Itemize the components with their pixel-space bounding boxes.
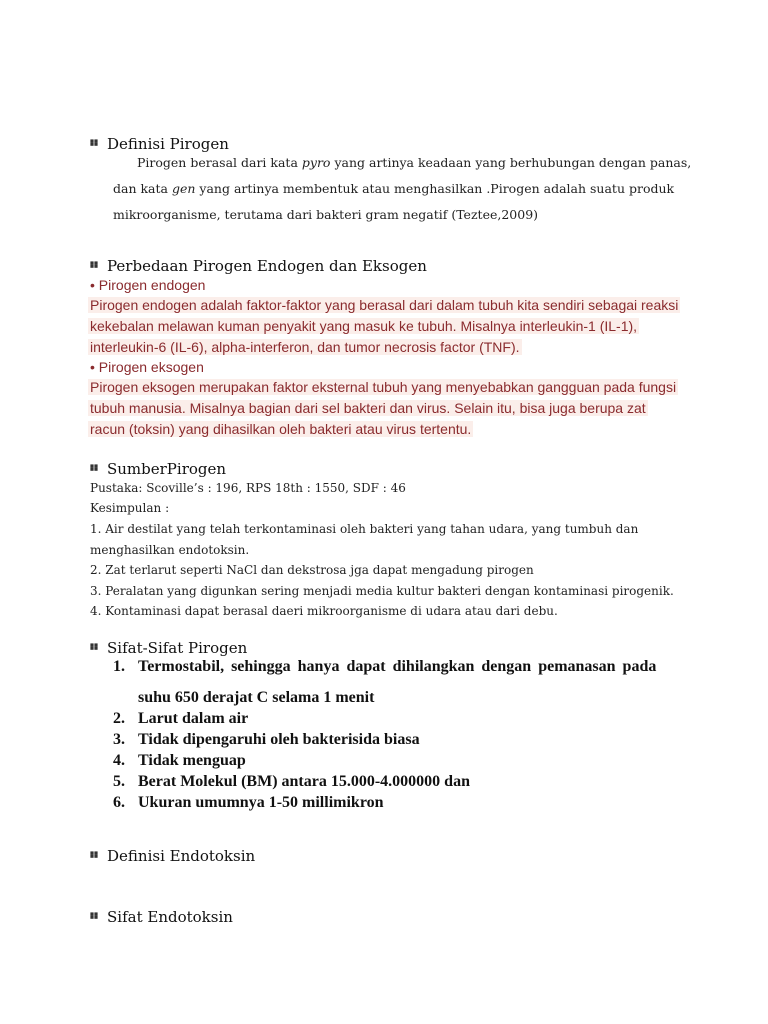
list-item: 2. Larut dalam air <box>113 710 249 727</box>
heading-sifat-sifat-pirogen: Sifat-Sifat Pirogen <box>90 639 247 657</box>
list-item: 4. Tidak menguap <box>113 752 246 769</box>
source-line: Kesimpulan : <box>90 501 170 515</box>
paragraph-line: mikroorganisme, terutama dari bakteri gram negatif (Teztee,2009) <box>113 207 539 222</box>
source-line: 1. Air destilat yang telah terkontaminasi oleh bakteri yang tahan udara, yang tumbuh dan <box>90 522 639 536</box>
bullet-icon <box>90 464 101 472</box>
paragraph-line: racun (toksin) yang dihasilkan oleh bakteri atau virus tertentu. <box>90 421 472 437</box>
list-item: suhu 650 derajat C selama 1 menit <box>138 689 375 706</box>
bullet-icon <box>90 851 101 859</box>
subheading-eksogen: • Pirogen eksogen <box>90 359 204 375</box>
paragraph-line: Pirogen eksogen merupakan faktor eksternal tubuh yang menyebabkan gangguan pada fungsi <box>90 379 677 395</box>
bullet-icon <box>90 643 101 651</box>
source-line: 2. Zat terlarut seperti NaCl dan dekstrosa jga dapat mengadung pirogen <box>90 563 534 577</box>
list-item: 5. Berat Molekul (BM) antara 15.000-4.000000 dan <box>113 773 470 790</box>
heading-definisi-pirogen: Definisi Pirogen <box>90 135 229 153</box>
bullet-icon <box>90 261 101 269</box>
list-item: 1. Termostabil, sehingga hanya dapat dihilangkan dengan pemanasan pada <box>113 658 657 675</box>
paragraph-line: dan kata gen yang artinya membentuk atau menghasilkan .Pirogen adalah suatu produk <box>113 181 675 196</box>
list-item: 6. Ukuran umumnya 1-50 millimikron <box>113 794 384 811</box>
paragraph-line: Pirogen endogen adalah faktor-faktor yang berasal dari dalam tubuh kita sendiri sebagai reaksi <box>90 297 679 313</box>
source-line: Pustaka: Scoville’s : 196, RPS 18th : 1550, SDF : 46 <box>90 481 406 495</box>
heading-definisi-endotoksin: Definisi Endotoksin <box>90 847 255 865</box>
bullet-icon <box>90 912 101 920</box>
source-line: 3. Peralatan yang digunkan sering menjadi media kultur bakteri dengan kontaminasi pirogenik. <box>90 584 674 598</box>
bullet-icon <box>90 139 101 147</box>
subheading-endogen: • Pirogen endogen <box>90 277 206 293</box>
paragraph-line: kekebalan melawan kuman penyakit yang masuk ke tubuh. Misalnya interleukin-1 (IL-1), <box>90 318 638 334</box>
paragraph-line: Pirogen berasal dari kata pyro yang artinya keadaan yang berhubungan dengan panas, <box>137 155 692 170</box>
paragraph-line: interleukin-6 (IL-6), alpha-interferon, dan tumor necrosis factor (TNF). <box>90 339 520 355</box>
source-line: menghasilkan endotoksin. <box>90 543 250 557</box>
heading-perbedaan: Perbedaan Pirogen Endogen dan Eksogen <box>90 257 427 275</box>
source-line: 4. Kontaminasi dapat berasal daeri mikroorganisme di udara atau dari debu. <box>90 604 558 618</box>
list-item: 3. Tidak dipengaruhi oleh bakterisida biasa <box>113 731 420 748</box>
heading-sumber-pirogen: SumberPirogen <box>90 460 226 478</box>
paragraph-line: tubuh manusia. Misalnya bagian dari sel bakteri dan virus. Selain itu, bisa juga berupa zat <box>90 400 646 416</box>
heading-sifat-endotoksin: Sifat Endotoksin <box>90 908 233 926</box>
